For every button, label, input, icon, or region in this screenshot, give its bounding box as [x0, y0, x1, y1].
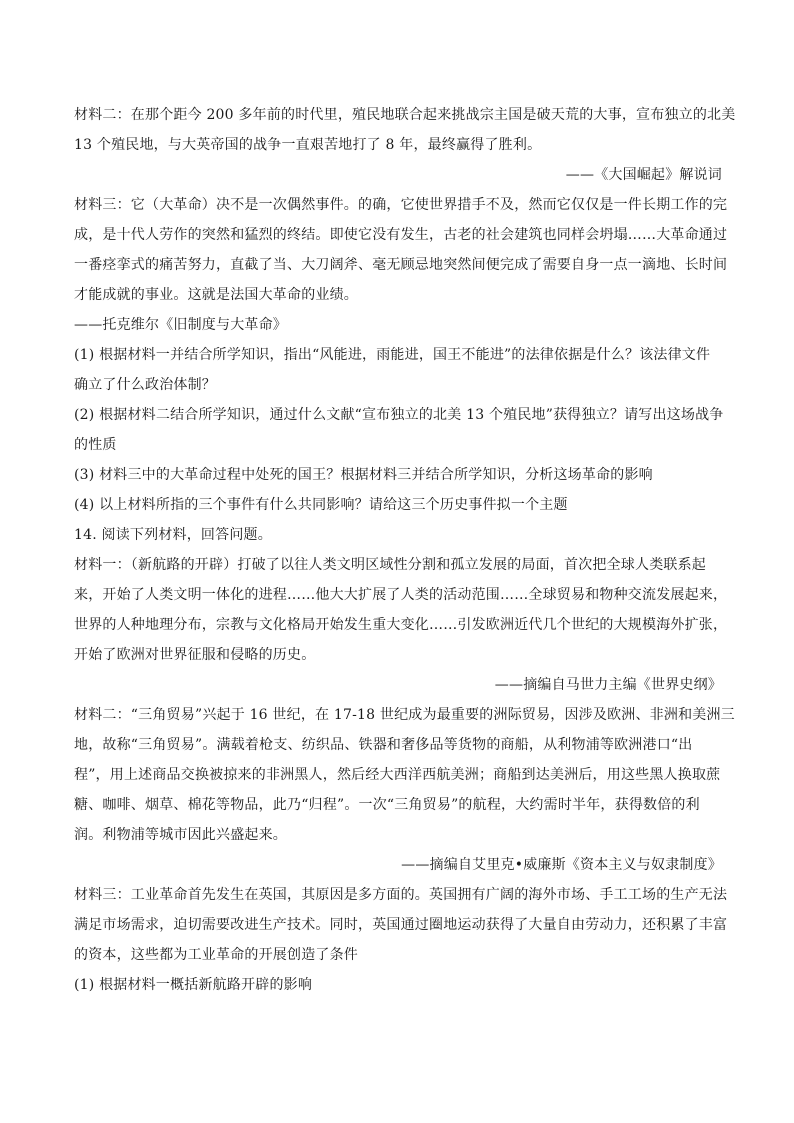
question-14-heading: 14. 阅读下列材料，回答问题。	[74, 527, 272, 543]
material-two-line-2: 地，故称“三角贸易”。满载着枪支、纺织品、铁器和奢侈品等货物的商船，从利物浦等欧洲港口“出	[74, 737, 693, 753]
question-4: (4) 以上材料所指的三个事件有什么共同影响？请给这三个历史事件拟一个主题	[74, 497, 568, 513]
material-two-line-1: 材料二：在那个距今 200 多年前的时代里，殖民地联合起来挑战宗主国是破天荒的大事，宣布独立的北美	[74, 107, 736, 123]
source-citation: ——摘编自马世力主编《世界史纲》	[494, 677, 722, 693]
material-three-line-1: 材料三：它（大革命）决不是一次偶然事件。的确，它使世界措手不及，然而它仅仅是一件长期工作的完	[74, 197, 728, 213]
material-three-line-4: 才能成就的事业。这就是法国大革命的业绩。	[74, 287, 358, 303]
material-three-line-3: 的资本，这些都为工业革命的开展创造了条件	[74, 947, 358, 963]
question-2-line-1: (2) 根据材料二结合所学知识，通过什么文献“宣布独立的北美 13 个殖民地”获得独立？请写出这场战争	[74, 407, 724, 423]
question-1-line-2: 确立了什么政治体制？	[74, 377, 216, 393]
material-two-line-1: 材料二：“三角贸易”兴起于 16 世纪，在 17-18 世纪成为最重要的洲际贸易，因涉及欧洲、非洲和美洲三	[74, 707, 735, 723]
material-one-line-2: 来，开始了人类文明一体化的进程……他大大扩展了人类的活动范围……全球贸易和物种交流发展起来，	[74, 587, 728, 603]
material-two-line-4: 糖、咖啡、烟草、棉花等物品，此乃“归程”。一次“三角贸易”的航程，大约需时半年，获得数倍的利	[74, 797, 700, 813]
question-1-line-1: (1) 根据材料一并结合所学知识，指出“风能进，雨能进，国王不能进”的法律依据是什么？该法律文件	[74, 347, 711, 363]
source-citation: ——托克维尔《旧制度与大革命》	[74, 317, 287, 333]
material-two-line-3: 程”，用上述商品交换被掠来的非洲黑人，然后经大西洋西航美洲；商船到达美洲后，用这些黑人换取蔗	[74, 767, 721, 783]
material-one-line-1: 材料一：（新航路的开辟）打破了以往人类文明区域性分割和孤立发展的局面，首次把全球人类联系起	[74, 557, 706, 573]
material-three-line-3: 一番痉挛式的痛苦努力，直截了当、大刀阔斧、毫无顾忌地突然间便完成了需要自身一点一滴地、长时间	[74, 257, 728, 273]
document-body	[74, 100, 736, 1000]
material-two-line-2: 13 个殖民地，与大英帝国的战争一直艰苦地打了 8 年，最终赢得了胜利。	[74, 137, 542, 153]
sub-question-1: (1) 根据材料一概括新航路开辟的影响	[74, 977, 313, 993]
material-three-line-1: 材料三：工业革命首先发生在英国，其原因是多方面的。英国拥有广阔的海外市场、手工工场的生产无法	[74, 887, 728, 903]
material-one-line-4: 开始了欧洲对世界征服和侵略的历史。	[74, 647, 316, 663]
source-citation: ——摘编自艾里克•威廉斯《资本主义与奴隶制度》	[401, 857, 722, 873]
question-3: (3) 材料三中的大革命过程中处死的国王？根据材料三并结合所学知识，分析这场革命的影响	[74, 467, 653, 483]
material-three-line-2: 成，是十代人劳作的突然和猛烈的终结。即使它没有发生，古老的社会建筑也同样会坍塌……大革命通过	[74, 227, 728, 243]
source-citation: ——《大国崛起》解说词	[565, 167, 722, 183]
question-2-line-2: 的性质	[74, 437, 117, 453]
material-one-line-3: 世界的人种地理分布，宗教与文化格局开始发生重大变化……引发欧洲近代几个世纪的大规模海外扩张，	[74, 617, 728, 633]
material-two-line-5: 润。利物浦等城市因此兴盛起来。	[74, 827, 287, 843]
material-three-line-2: 满足市场需求，迫切需要改进生产技术。同时，英国通过圈地运动获得了大量自由劳动力，还积累了丰富	[74, 917, 728, 933]
